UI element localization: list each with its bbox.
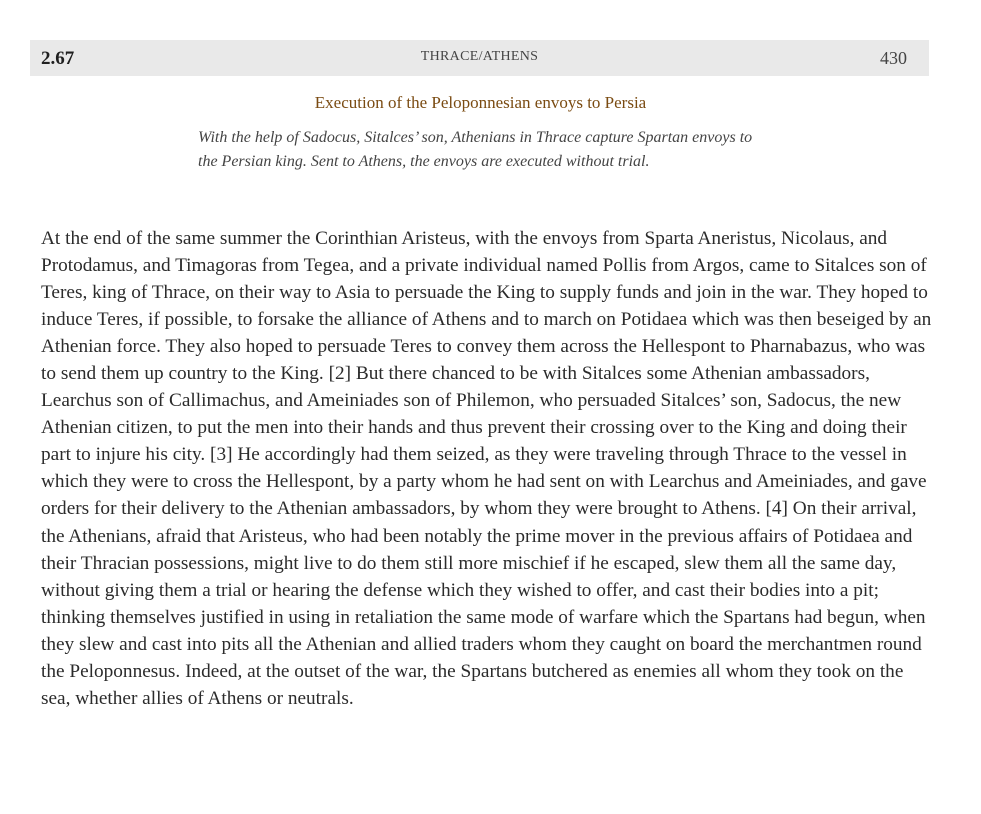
- body-paragraph: At the end of the same summer the Corinthian Aristeus, with the envoys from Sparta Aneristus, Nicolaus, and Protodamus, and Timagoras from Tegea, and a private individual named Pollis from Argos, came to Sitalces son of Teres, king of Thrace, on their way to Asia to persuade the King to supply funds and join in the war. They hoped to induce Teres, if possible, to forsake the alliance of Athens and to march on Potidaea which was then beseiged by an Athenian force. They also hoped to persuade Teres to convey them across the Hellespont to Pharnabazus, who was to send them up country to the King. [2] But there chanced to be with Sitalces some Athenian ambassadors, Learchus son of Callimachus, and Ameiniades son of Philemon, who persuaded Sitalces’ son, Sadocus, the new Athenian citizen, to put the men into their hands and thus prevent their crossing over to the King and doing their part to injure his city. [3] He accordingly had them seized, as they were traveling through Thrace to the vessel in which they were to cross the Hellespont, by a party whom he had sent on with Learchus and Ameiniades, and gave orders for their delivery to the Athenian ambassadors, by whom they were brought to Athens. [4] On their arrival, the Athenians, afraid that Aristeus, who had been notably the prime mover in the previous affairs of Potidaea and their Thracian possessions, might live to do them still more mischief if he escaped, slew them all the same day, without giving them a trial or hearing the defense which they wished to offer, and cast their bodies into a pit; thinking themselves justified in using in retaliation the same mode of warfare which the Spartans had begun, when they slew and cast into pits all the Athenian and allied traders whom they caught on board the merchantmen round the Peloponnesus. Indeed, at the outset of the war, the Spartans butchered as enemies all whom they took on the sea, whether allies of Athens or neutrals.: [41, 228, 932, 709]
- section-summary: With the help of Sadocus, Sitalces’ son, Athenians in Thrace capture Spartan envoys to the Persian king. Sent to Athens, the envoys are executed without trial.: [198, 129, 753, 170]
- page-number: 430: [880, 48, 907, 68]
- running-header: [30, 40, 929, 76]
- running-title: THRACE/ATHENS: [420, 49, 539, 64]
- section-number: 2.67: [41, 48, 75, 69]
- section-heading: Execution of the Peloponnesian envoys to Persia: [314, 93, 647, 112]
